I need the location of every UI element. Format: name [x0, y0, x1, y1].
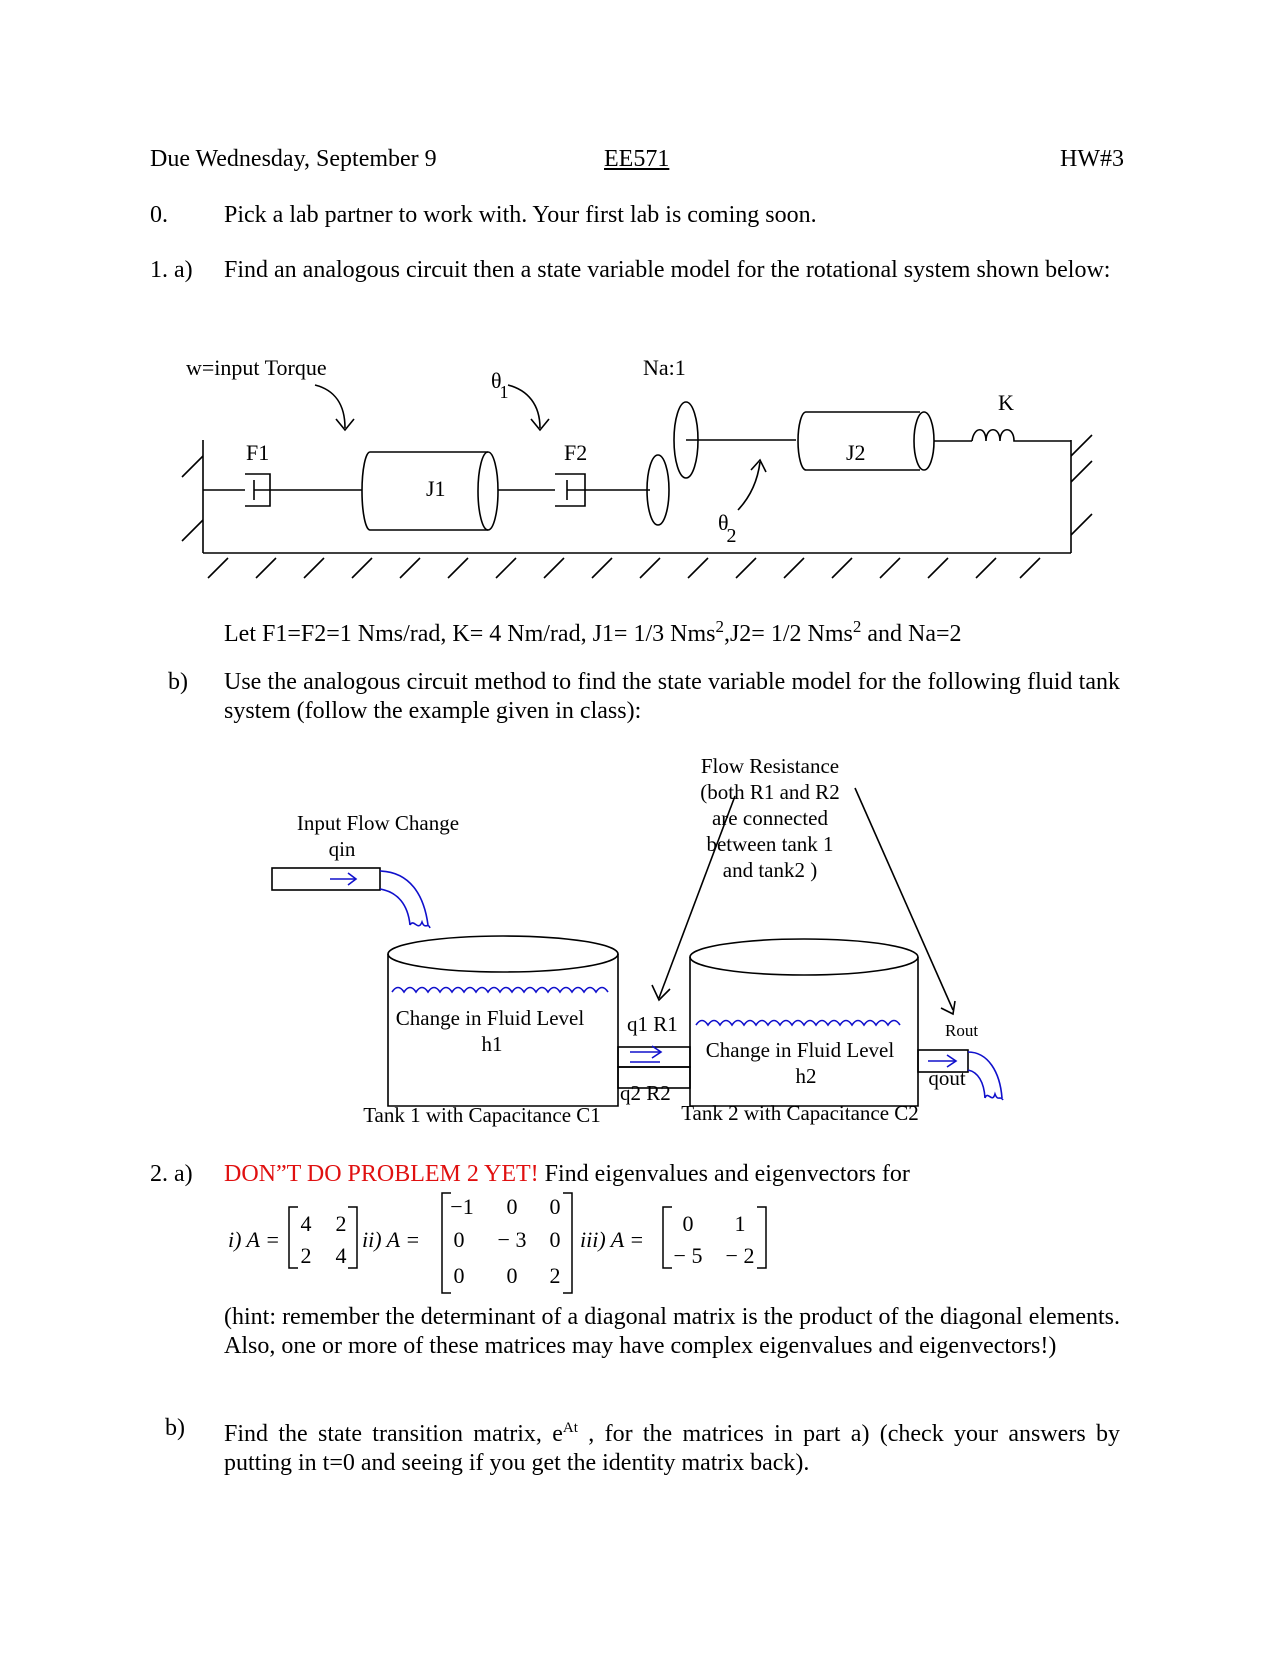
- p2b-number: b): [165, 1415, 185, 1441]
- j1-label: J1: [426, 476, 446, 501]
- h2-label: h2: [795, 1064, 817, 1088]
- course-code: EE571: [604, 146, 670, 172]
- p1a-number: 1. a): [150, 257, 193, 283]
- tank2-level-label: Change in Fluid Level: [705, 1038, 895, 1062]
- flow-resistance-line: between tank 1: [706, 832, 834, 856]
- theta1-label: θ1: [491, 368, 509, 402]
- input-pipe: [272, 868, 380, 890]
- hw-number: HW#3: [1060, 146, 1124, 172]
- h1-label: h1: [481, 1032, 503, 1056]
- p2a-text: DON”T DO PROBLEM 2 YET! Find eigenvalues and eigenvectors for: [224, 1161, 910, 1187]
- gear-ratio-label: Na:1: [643, 355, 686, 380]
- spring-k: [972, 430, 1071, 441]
- matrix-2-label: ii) A =: [362, 1227, 421, 1252]
- svg-text:4: 4: [300, 1211, 312, 1236]
- svg-text:0: 0: [549, 1227, 561, 1252]
- p1b-number: b): [168, 669, 188, 695]
- q1-r1-label: q1 R1: [627, 1012, 678, 1036]
- p0-number: 0.: [150, 202, 168, 228]
- q2-r2-label: q2 R2: [620, 1081, 671, 1105]
- svg-text:4: 4: [335, 1243, 347, 1268]
- spring-k-label: K: [998, 390, 1014, 415]
- matrix-3-label: iii) A =: [580, 1227, 645, 1252]
- svg-text:0: 0: [682, 1211, 694, 1236]
- svg-text:− 2: − 2: [725, 1243, 755, 1268]
- rout-label: Rout: [945, 1021, 979, 1040]
- torque-arrow: [315, 385, 345, 428]
- rout-pointer: [855, 788, 953, 1010]
- tank-1: [388, 954, 618, 1106]
- svg-text:2: 2: [549, 1263, 561, 1288]
- inertia-j1: [362, 452, 488, 530]
- due-date: Due Wednesday, September 9: [150, 146, 437, 172]
- svg-text:2: 2: [300, 1243, 312, 1268]
- svg-text:0: 0: [506, 1263, 518, 1288]
- svg-text:0: 0: [453, 1263, 465, 1288]
- svg-text:1: 1: [734, 1211, 746, 1236]
- svg-text:2: 2: [335, 1211, 347, 1236]
- matrix-1-label: i) A =: [228, 1227, 280, 1252]
- tank2-water-surface: [696, 1021, 900, 1026]
- hint-text: (hint: remember the determinant of a diagonal matrix is the product of the diagonal elements. Also, one or more of these matrices may have complex eigenvalues and eigenvectors!): [224, 1304, 1120, 1359]
- p1b-text: Use the analogous circuit method to find the state variable model for the following fluid tank system (follow the example given in class):: [224, 669, 1120, 724]
- f1-label: F1: [246, 440, 270, 465]
- rotational-system-figure: [0, 340, 1280, 590]
- params-line: Let F1=F2=1 Nms/rad, K= 4 Nm/rad, J1= 1/3 Nms$^2$,J2= 1/2 Nms$^2$ and Na=2: [224, 617, 962, 647]
- tank1-label: Tank 1 with Capacitance C1: [363, 1103, 601, 1127]
- svg-text:− 3: − 3: [497, 1227, 527, 1252]
- theta2-arrow: [738, 462, 760, 510]
- p0-text: Pick a lab partner to work with. Your first lab is coming soon.: [224, 202, 817, 228]
- input-pour: [380, 871, 428, 925]
- p1a-text: Find an analogous circuit then a state variable model for the rotational system shown below:: [224, 257, 1111, 283]
- qin-label: qin: [328, 837, 356, 861]
- theta1-arrow: [508, 385, 540, 428]
- p2a-number: 2. a): [150, 1161, 193, 1187]
- j2-label: J2: [846, 440, 866, 465]
- svg-text:−1: −1: [450, 1194, 474, 1219]
- p2b-text: Find the state transition matrix, $e^{At}$ , for the matrices in part a) (check your answers by putting in t=0 and seeing if you get the identity matrix back).: [224, 1420, 1120, 1476]
- flow-resistance-line: and tank2 ): [722, 858, 818, 882]
- gear-1: [647, 455, 669, 525]
- svg-text:0: 0: [549, 1194, 561, 1219]
- flow-resistance-line: are connected: [711, 806, 829, 830]
- svg-text:0: 0: [453, 1227, 465, 1252]
- f2-label: F2: [564, 440, 588, 465]
- qout-label: qout: [928, 1066, 966, 1090]
- flow-resistance-line: Flow Resistance: [700, 754, 840, 778]
- theta2-label: θ 2: [718, 510, 737, 547]
- r1-pointer: [659, 796, 735, 998]
- tank2-label: Tank 2 with Capacitance C2: [681, 1101, 919, 1125]
- input-torque-label: w=input Torque: [186, 355, 327, 380]
- fluid-tank-figure: [0, 745, 1280, 1135]
- svg-text:− 5: − 5: [673, 1243, 703, 1268]
- flow-resistance-line: (both R1 and R2: [700, 780, 840, 804]
- input-flow-label: Input Flow Change: [296, 811, 460, 835]
- svg-text:0: 0: [506, 1194, 518, 1219]
- p2a-warning: DON”T DO PROBLEM 2 YET!: [224, 1161, 539, 1187]
- tank1-level-label: Change in Fluid Level: [395, 1006, 585, 1030]
- matrices: [0, 1190, 1280, 1300]
- tank1-water-surface: [392, 988, 608, 993]
